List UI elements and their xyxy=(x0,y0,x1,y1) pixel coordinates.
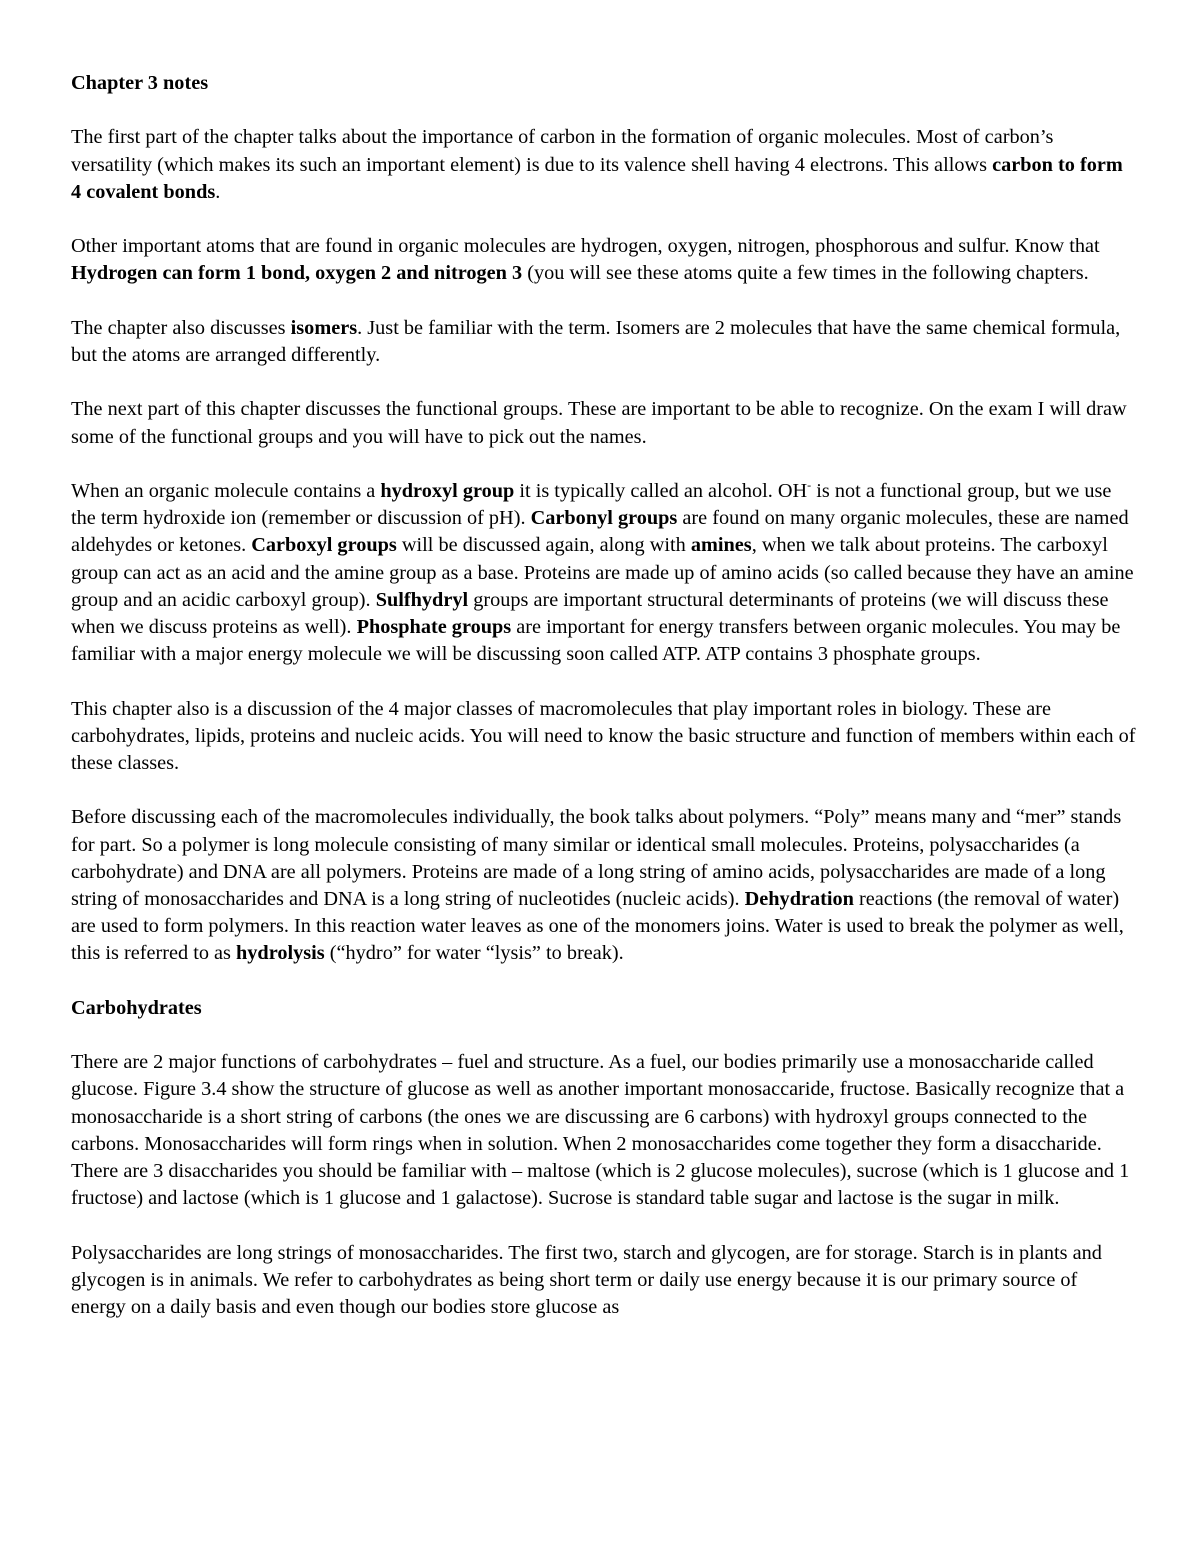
superscript: - xyxy=(807,477,812,492)
text-run: are important for energy transfers between organic molecules. You may be familiar with a major energy molecule we will be discussing soon called ATP. ATP contains 3 phosphate groups. xyxy=(71,615,1121,666)
text-run: . Just be familiar with the term. Isomers are 2 molecules that have the same chemical formula, but the atoms are arranged differently. xyxy=(71,316,1121,366)
text-run: Before discussing each of the macromolecules individually, the book talks about polymers. “Poly” means many and “mer” stands for part. So a polymer is long molecule consisting of many similar or identical small molecules. Proteins, polysaccharides (a carbohydrate) and DNA are all polymers. Proteins are made of a long string of amino acids, polysaccharides are made of a long string of monosaccharides and DNA is a long string of nucleotides (nucleic acids). xyxy=(71,806,1122,910)
bold-term: Carboxyl groups xyxy=(251,534,397,557)
text-run: reactions (the removal of water) are used to form polymers. In this reaction water leaves as one of the monomers joins. Water is used to break the polymer as well, this is referred to as xyxy=(71,887,1124,965)
paragraph-atoms xyxy=(71,233,1136,287)
text-run: . xyxy=(215,180,221,203)
section-heading-carbohydrates: Carbohydrates xyxy=(71,996,202,1019)
paragraph-groups-detail xyxy=(71,478,1136,668)
bold-term: Carbonyl groups xyxy=(530,507,678,530)
text-run: groups are important structural determinants of proteins (we will discuss these when we discuss proteins as well). xyxy=(71,588,1109,638)
document-page xyxy=(71,70,1136,1348)
text-run: Other important atoms that are found in organic molecules are hydrogen, oxygen, nitrogen, phosphorous and sulfur. Know that xyxy=(71,235,1100,258)
bold-term: Sulfhydryl xyxy=(375,588,469,611)
text-run: The first part of the chapter talks about the importance of carbon in the formation of organic molecules. Most of carbon’s versatility (which makes its such an important element) is due to its valence shell having 4 electrons. This allows xyxy=(71,126,1054,176)
paragraph-polymers xyxy=(71,804,1136,967)
paragraph-isomers xyxy=(71,315,1136,369)
bold-term: hydrolysis xyxy=(236,942,325,965)
bold-term: amines xyxy=(690,534,752,557)
text-run: will be discussed again, along with xyxy=(396,534,691,557)
text-run: (“hydro” for water “lysis” to break). xyxy=(324,942,624,965)
paragraph-carbon xyxy=(71,124,1136,206)
text-run: When an organic molecule contains a xyxy=(71,479,381,502)
bold-term: isomers xyxy=(290,316,358,339)
text-run: is not a functional group, but we use the term hydroxide ion (remember or discussion of pH). xyxy=(71,479,1112,530)
text-run: , when we talk about proteins. The carboxyl group can act as an acid and the amine group as a base. Proteins are made up of amino acids (so called because they have an amine group and an acidic carboxyl group). xyxy=(71,534,1134,611)
text-run: The chapter also discusses xyxy=(71,316,291,339)
bold-term: Dehydration xyxy=(744,887,854,910)
bold-term: hydroxyl group xyxy=(380,479,515,502)
paragraph-carbohydrate-functions: There are 2 major functions of carbohydrates – fuel and structure. As a fuel, our bodies primarily use a monosaccharide called glucose. Figure 3.4 show the structure of glucose as well as another important monosaccaride, fructose. Basically recognize that a monosaccharide is a short string of carbons (the ones we are discussing are 6 carbons) with hydroxyl groups connected to the carbons. Monosaccharides will form rings when in solution. When 2 monosaccharides come together they form a disaccharide. There are 3 disaccharides you should be familiar with – maltose (which is 2 glucose molecules), sucrose (which is 1 glucose and 1 fructose) and lactose (which is 1 glucose and 1 galactose). Sucrose is standard table sugar and lactose is the sugar in milk. xyxy=(71,1051,1130,1210)
paragraph-macromolecules: This chapter also is a discussion of the 4 major classes of macromolecules that play important roles in biology. These are carbohydrates, lipids, proteins and nucleic acids. You will need to know the basic structure and function of members within each of these classes. xyxy=(71,697,1136,774)
paragraph-functional-groups: The next part of this chapter discusses the functional groups. These are important to be able to recognize. On the exam I will draw some of the functional groups and you will have to pick out the names. xyxy=(71,398,1127,448)
text-run: are found on many organic molecules, these are named aldehydes or ketones. xyxy=(71,507,1129,557)
text-run: it is typically called an alcohol. OH xyxy=(514,479,808,502)
paragraph-polysaccharides: Polysaccharides are long strings of monosaccharides. The first two, starch and glycogen, are for storage. Starch is in plants and glycogen is in animals. We refer to carbohydrates as being short term or daily use energy because it is our primary source of energy on a daily basis and even though our bodies store glucose as xyxy=(71,1241,1102,1318)
bold-term: Phosphate groups xyxy=(356,615,512,638)
page-title: Chapter 3 notes xyxy=(71,72,209,94)
bold-term: Hydrogen can form 1 bond, oxygen 2 and nitrogen 3 xyxy=(71,262,523,285)
text-run: (you will see these atoms quite a few times in the following chapters. xyxy=(522,262,1089,285)
bold-term: carbon to form 4 covalent bonds xyxy=(71,153,1123,203)
